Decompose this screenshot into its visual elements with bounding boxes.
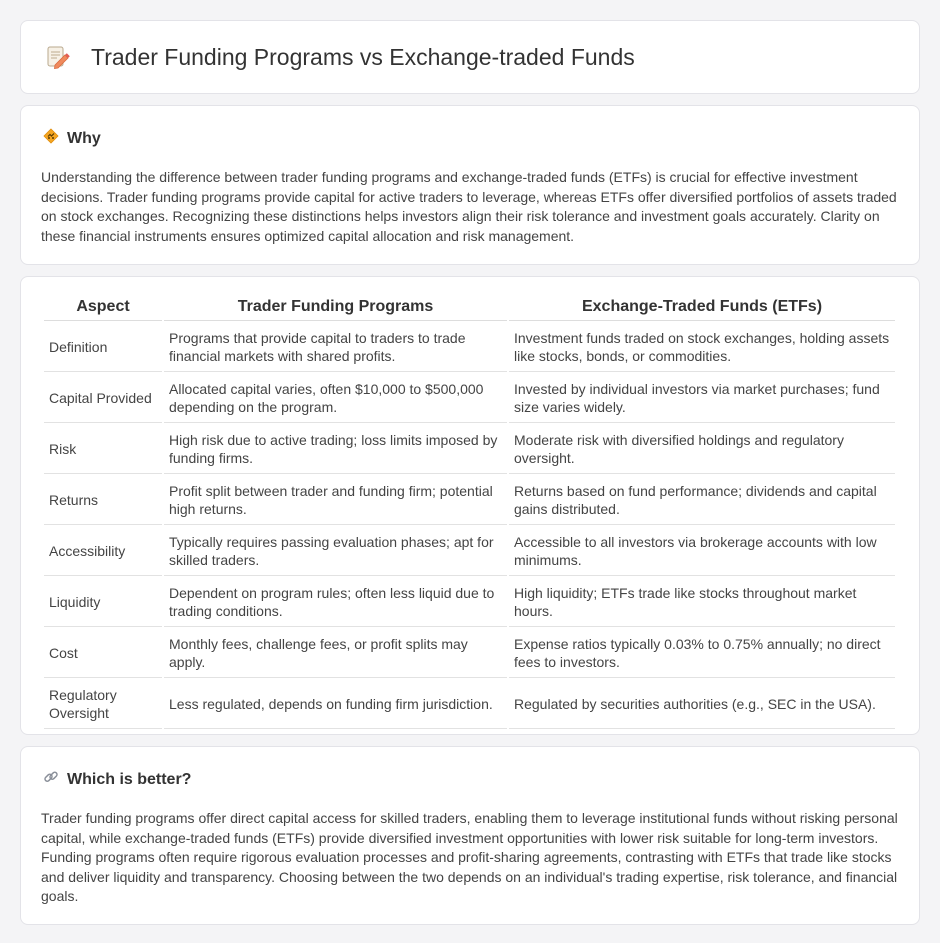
table-row	[44, 423, 895, 474]
table-row	[44, 627, 895, 678]
table-row	[44, 474, 895, 525]
row-trader-funding: Profit split between trader and funding firm; potential high returns.	[164, 474, 507, 525]
table-row	[44, 678, 895, 729]
row-trader-funding: Programs that provide capital to traders to trade financial markets with shared profits.	[164, 321, 507, 372]
header-etfs: Exchange-Traded Funds (ETFs)	[509, 298, 895, 321]
row-aspect: Capital Provided	[44, 372, 162, 423]
table-row	[44, 321, 895, 372]
row-trader-funding: Typically requires passing evaluation phases; apt for skilled traders.	[164, 525, 507, 576]
which-is-better-section	[20, 746, 920, 925]
row-etf: Returns based on fund performance; dividends and capital gains distributed.	[509, 474, 895, 525]
row-trader-funding: High risk due to active trading; loss limits imposed by funding firms.	[164, 423, 507, 474]
row-aspect: Returns	[44, 474, 162, 525]
page-title: Trader Funding Programs vs Exchange-traded Funds	[91, 43, 635, 70]
row-etf: Investment funds traded on stock exchanges, holding assets like stocks, bonds, or commodities.	[509, 321, 895, 372]
row-etf: Moderate risk with diversified holdings and regulatory oversight.	[509, 423, 895, 474]
why-section	[20, 105, 920, 265]
row-trader-funding: Allocated capital varies, often $10,000 to $500,000 depending on the program.	[164, 372, 507, 423]
table-header-row	[44, 298, 895, 321]
why-title: Why	[67, 129, 101, 147]
row-aspect: Regulatory Oversight	[44, 678, 162, 729]
row-etf: Accessible to all investors via brokerage accounts with low minimums.	[509, 525, 895, 576]
better-text: Trader funding programs offer direct capital access for skilled traders, enabling them to leverage institutional funds without risking personal capital, while exchange-traded funds (ETFs) provide diversified investment opportunities with lower risk suitable for long-term investors. Funding programs often require rigorous evaluation processes and profit-sharing agreements, contrasting with ETFs that trade like stocks and deliver liquidity and transparency. Choosing between the two depends on an individual's trading expertise, risk tolerance, and financial goals.	[41, 810, 898, 904]
table-row	[44, 372, 895, 423]
table-row	[44, 576, 895, 627]
row-trader-funding: Monthly fees, challenge fees, or profit splits may apply.	[164, 627, 507, 678]
header-card	[20, 20, 920, 94]
document-pencil-icon	[45, 44, 71, 70]
row-etf: Regulated by securities authorities (e.g., SEC in the USA).	[509, 678, 895, 729]
why-text: Understanding the difference between trader funding programs and exchange-traded funds (ETFs) is crucial for effective investment decisions. Trader funding programs provide capital for active traders to leverage, whereas ETFs offer diversified portfolios of assets traded on stock exchanges. Recognizing these distinctions helps investors align their risk tolerance and investment goals accurately. Clarity on these financial instruments ensures optimized capital allocation and risk management.	[41, 169, 897, 244]
row-etf: Invested by individual investors via market purchases; fund size varies widely.	[509, 372, 895, 423]
row-aspect: Liquidity	[44, 576, 162, 627]
row-etf: Expense ratios typically 0.03% to 0.75% annually; no direct fees to investors.	[509, 627, 895, 678]
row-aspect: Definition	[44, 321, 162, 372]
table-row	[44, 525, 895, 576]
row-aspect: Cost	[44, 627, 162, 678]
row-trader-funding: Dependent on program rules; often less liquid due to trading conditions.	[164, 576, 507, 627]
row-aspect: Accessibility	[44, 525, 162, 576]
link-icon	[43, 769, 59, 790]
warning-diamond-icon	[43, 128, 59, 149]
header-trader-funding: Trader Funding Programs	[164, 298, 507, 321]
row-etf: High liquidity; ETFs trade like stocks throughout market hours.	[509, 576, 895, 627]
better-title: Which is better?	[67, 770, 192, 788]
comparison-table-card	[20, 276, 920, 735]
row-trader-funding: Less regulated, depends on funding firm jurisdiction.	[164, 678, 507, 729]
header-aspect: Aspect	[44, 298, 162, 321]
why-heading	[41, 128, 899, 149]
comparison-table	[42, 298, 897, 729]
row-aspect: Risk	[44, 423, 162, 474]
better-heading	[41, 769, 899, 790]
